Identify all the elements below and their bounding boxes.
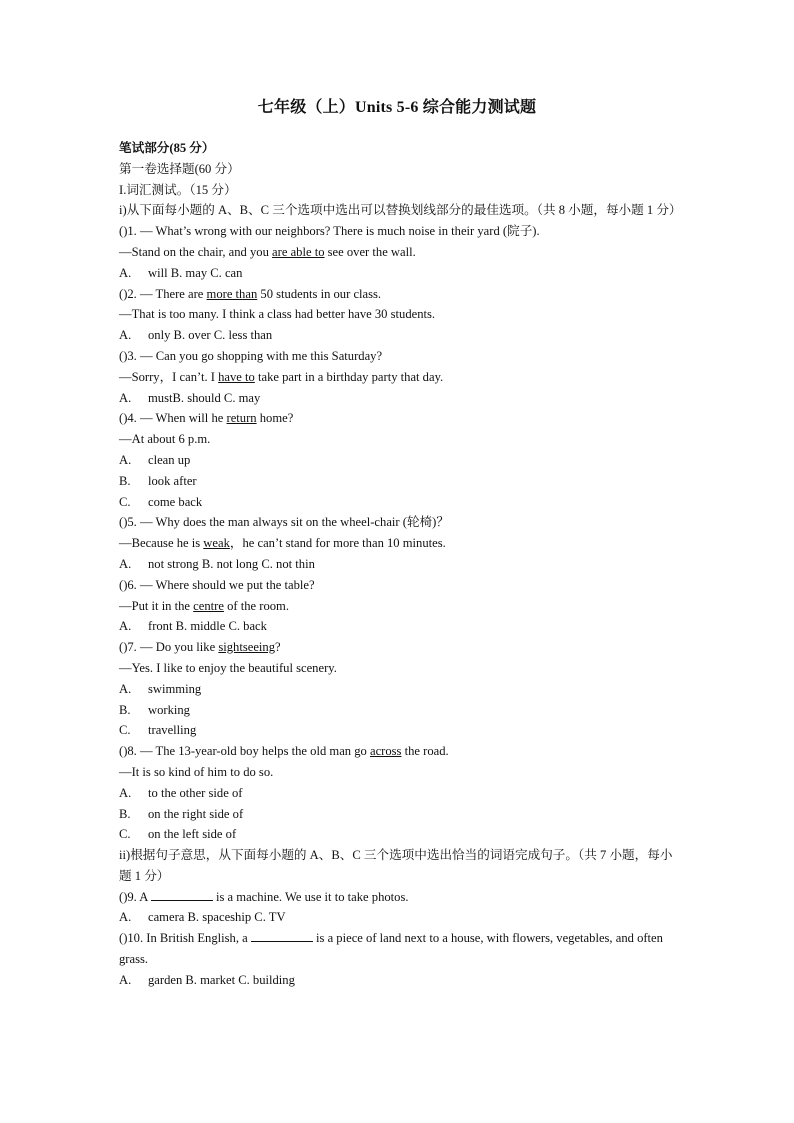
question-3-line: ()3. — Can you go shopping with me this Saturday? bbox=[119, 348, 383, 363]
answer-5-line bbox=[119, 533, 679, 554]
text: is a machine. We use it to take photos. bbox=[212, 889, 409, 904]
option-letter: C. bbox=[119, 723, 131, 738]
option-letter: B. bbox=[119, 702, 131, 717]
instructions-i: i)从下面每小题的 A、B、C 三个选项中选出可以替换划线部分的最佳选项。（共 8 小题，每小题 1 分） bbox=[119, 203, 682, 218]
option-4c bbox=[119, 492, 679, 513]
question-6-line: ()6. — Where should we put the table? bbox=[119, 577, 315, 592]
answer-8-line: —It is so kind of him to do so. bbox=[119, 764, 274, 779]
options-5 bbox=[119, 554, 679, 575]
underlined-phrase: have to bbox=[218, 369, 255, 384]
answer-2-line: —That is too many. I think a class had better have 30 students. bbox=[119, 307, 436, 322]
underlined-phrase: more than bbox=[206, 286, 258, 301]
options-10 bbox=[119, 970, 679, 991]
text: —Put it in the bbox=[119, 598, 194, 613]
option-7a bbox=[119, 679, 679, 700]
options-3 bbox=[119, 388, 679, 409]
option-text: mustB. should C. may bbox=[148, 390, 261, 405]
option-text: swimming bbox=[148, 681, 202, 696]
underlined-phrase: return bbox=[226, 411, 257, 426]
volume-heading: 第一卷选择题(60 分） bbox=[119, 161, 240, 176]
option-text: to the other side of bbox=[148, 785, 243, 800]
question-8-line bbox=[119, 741, 679, 762]
text: ()7. — Do you like bbox=[119, 640, 219, 655]
option-letter: A. bbox=[119, 556, 132, 571]
text: ? bbox=[275, 640, 281, 655]
written-part-heading: 笔试部分(85 分） bbox=[119, 141, 215, 155]
option-letter: A. bbox=[119, 452, 132, 467]
option-letter: A. bbox=[119, 328, 132, 343]
option-text: only B. over C. less than bbox=[148, 328, 273, 343]
underlined-phrase: weak bbox=[203, 536, 230, 551]
question-5-line: ()5. — Why does the man always sit on the wheel-chair (轮椅)？ bbox=[119, 515, 449, 530]
text: ()2. — There are bbox=[119, 286, 207, 301]
section-heading: I.词汇测试。（15 分） bbox=[119, 182, 237, 197]
question-2-line bbox=[119, 284, 679, 305]
question-4-line bbox=[119, 408, 679, 429]
option-8a bbox=[119, 783, 679, 804]
answer-blank bbox=[151, 888, 213, 901]
question-10-line bbox=[119, 928, 679, 970]
option-letter: A. bbox=[119, 785, 132, 800]
text: ()10. In British English, a bbox=[119, 931, 251, 946]
document-body bbox=[119, 138, 682, 991]
text: ()4. — When will he bbox=[119, 411, 227, 426]
option-letter: A. bbox=[119, 972, 132, 987]
underlined-phrase: across bbox=[369, 744, 402, 759]
option-text: come back bbox=[148, 494, 203, 509]
option-text: on the right side of bbox=[148, 806, 244, 821]
option-letter: A. bbox=[119, 910, 132, 925]
text: see over the wall. bbox=[324, 244, 416, 259]
options-9 bbox=[119, 907, 679, 928]
option-text: front B. middle C. back bbox=[148, 619, 267, 634]
answer-6-line bbox=[119, 596, 679, 617]
text: ()8. — The 13-year-old boy helps the old man go bbox=[119, 744, 370, 759]
option-letter: A. bbox=[119, 619, 132, 634]
option-7b bbox=[119, 700, 679, 721]
option-4a bbox=[119, 450, 679, 471]
option-text: working bbox=[148, 702, 190, 717]
underlined-phrase: centre bbox=[193, 598, 224, 613]
text: the road. bbox=[401, 744, 449, 759]
text: —Because he is bbox=[119, 536, 204, 551]
answer-3-line bbox=[119, 367, 679, 388]
options-1 bbox=[119, 263, 679, 284]
text: —Stand on the chair, and you bbox=[119, 244, 273, 259]
option-letter: C. bbox=[119, 494, 131, 509]
option-text: garden B. market C. building bbox=[148, 972, 295, 987]
options-6 bbox=[119, 616, 679, 637]
text: of the room. bbox=[223, 598, 289, 613]
question-9-line bbox=[119, 887, 679, 908]
option-letter: A. bbox=[119, 265, 132, 280]
text: —Sorry，I can’t. I bbox=[119, 369, 219, 384]
text: take part in a birthday party that day. bbox=[254, 369, 444, 384]
text: is a piece of land next to a house, with flowers, vegetables, and often grass. bbox=[119, 931, 663, 967]
instructions-ii: ii)根据句子意思，从下面每小题的 A、B、C 三个选项中选出恰当的词语完成句子。（共 7 小题，每小题 1 分） bbox=[119, 848, 673, 883]
option-text: camera B. spaceship C. TV bbox=[148, 910, 286, 925]
page-title: 七年级（上）Units 5-6 综合能力测试题 bbox=[257, 99, 537, 116]
option-letter: A. bbox=[119, 390, 132, 405]
option-letter: A. bbox=[119, 681, 132, 696]
text: home? bbox=[256, 411, 294, 426]
option-letter: C. bbox=[119, 827, 131, 842]
answer-7-line: —Yes. I like to enjoy the beautiful scenery. bbox=[119, 660, 337, 675]
option-text: clean up bbox=[148, 452, 191, 467]
option-letter: B. bbox=[119, 806, 131, 821]
option-8b bbox=[119, 804, 679, 825]
option-7c bbox=[119, 720, 679, 741]
option-8c bbox=[119, 824, 679, 845]
answer-1-line bbox=[119, 242, 679, 263]
question-1-line: ()1. — What’s wrong with our neighbors? There is much noise in their yard (院子). bbox=[119, 224, 540, 239]
text: 50 students in our class. bbox=[257, 286, 382, 301]
text: ()9. A bbox=[119, 889, 151, 904]
option-text: not strong B. not long C. not thin bbox=[148, 556, 315, 571]
option-text: will B. may C. can bbox=[148, 265, 243, 280]
answer-blank bbox=[251, 929, 313, 942]
options-2 bbox=[119, 325, 679, 346]
option-letter: B. bbox=[119, 473, 131, 488]
underlined-phrase: sightseeing bbox=[218, 640, 276, 655]
option-text: look after bbox=[148, 473, 197, 488]
question-7-line bbox=[119, 637, 679, 658]
underlined-phrase: are able to bbox=[272, 244, 325, 259]
option-text: travelling bbox=[148, 723, 197, 738]
option-text: on the left side of bbox=[148, 827, 237, 842]
option-4b bbox=[119, 471, 679, 492]
text: ，he can’t stand for more than 10 minutes. bbox=[229, 536, 446, 551]
answer-4-line: —At about 6 p.m. bbox=[119, 432, 211, 447]
